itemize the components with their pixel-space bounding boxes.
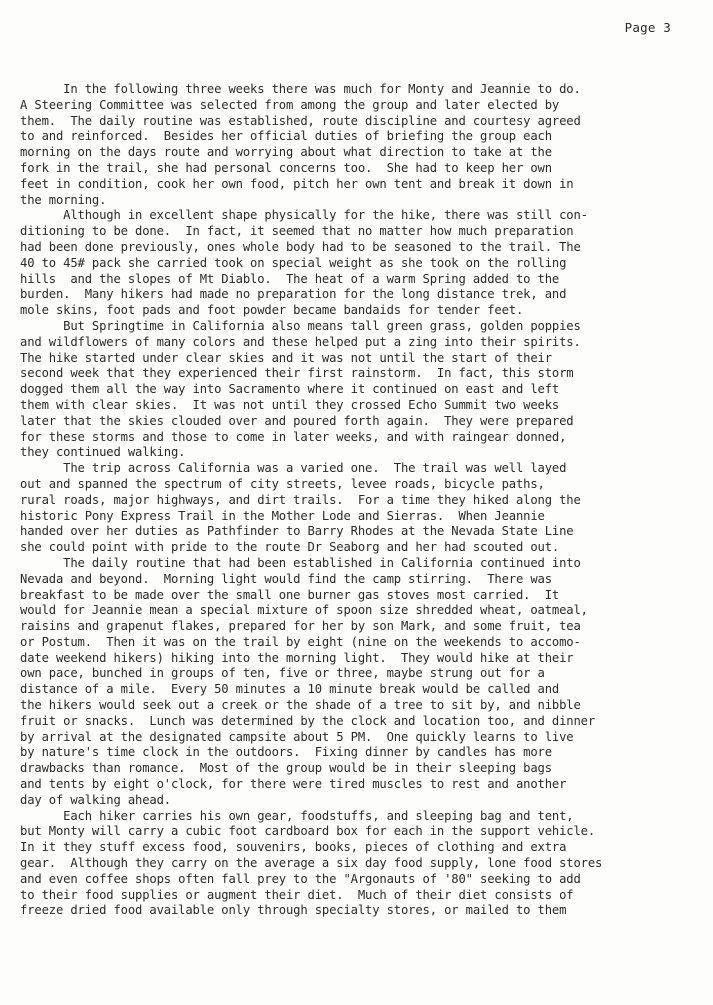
text-line: But Springtime in California also means tall green grass, golden poppies [20,318,581,333]
text-line: by arrival at the designated campsite about 5 PM. One quickly learns to live [20,729,574,744]
text-line: later that the skies clouded over and poured forth again. They were prepared [20,413,574,428]
text-line: she could point with pride to the route Dr Seaborg and her had scouted out. [20,540,560,555]
text-line: drawbacks than romance. Most of the group would be in their sleeping bags [20,761,552,776]
text-line: and wildflowers of many colors and these helped put a zing into their spirits. [20,334,581,349]
text-line: the morning. [20,192,107,207]
text-line: they continued walking. [20,445,186,460]
text-line: but Monty will carry a cubic foot cardboard box for each in the support vehicle. [20,824,595,839]
text-line: feet in condition, cook her own food, pitch her own tent and break it down in [20,176,574,191]
text-line: morning on the days route and worrying about what direction to take at the [20,145,552,160]
text-line: them. The daily routine was established, route discipline and courtesy agreed [20,113,581,128]
text-line: Nevada and beyond. Morning light would find the camp stirring. There was [20,571,552,586]
text-line: In it they stuff excess food, souvenirs, books, pieces of clothing and extra [20,840,567,855]
text-line: ditioning to be done. In fact, it seemed that no matter how much preparation [20,224,574,239]
text-line: date weekend hikers) hiking into the morning light. They would hike at their [20,650,574,665]
text-line: had been done previously, ones whole body had to be seasoned to the trail. The [20,239,581,254]
text-line: would for Jeannie mean a special mixture of spoon size shredded wheat, oatmeal, [20,603,588,618]
text-line: historic Pony Express Trail in the Mother Lode and Sierras. When Jeannie [20,508,545,523]
text-line: day of walking ahead. [20,792,171,807]
text-line: fork in the trail, she had personal concerns too. She had to keep her own [20,160,552,175]
text-line: distance of a mile. Every 50 minutes a 10 minute break would be called and [20,682,560,697]
text-line: own pace, bunched in groups of ten, five or three, maybe strung out for a [20,666,545,681]
text-line: handed over her duties as Pathfinder to Barry Rhodes at the Nevada State Line [20,524,574,539]
text-line: The hike started under clear skies and it was not until the start of their [20,350,552,365]
text-line: raisins and grapenut flakes, prepared for her by son Mark, and some fruit, tea [20,619,581,634]
text-line: the hikers would seek out a creek or the shade of a tree to sit by, and nibble [20,698,581,713]
text-line: rural roads, major highways, and dirt trails. For a time they hiked along the [20,492,581,507]
text-line: for these storms and those to come in later weeks, and with raingear donned, [20,429,567,444]
text-line: by nature's time clock in the outdoors. Fixing dinner by candles has more [20,745,552,760]
text-line: second week that they experienced their first rainstorm. In fact, this storm [20,366,574,381]
text-line: to and reinforced. Besides her official duties of briefing the group each [20,129,552,144]
text-line: The trip across California was a varied one. The trail was well layed [20,461,567,476]
text-line: 40 to 45# pack she carried took on special weight as she took on the rolling [20,255,567,270]
page-number: Page 3 [624,20,671,35]
text-line: freeze dried food available only through specialty stores, or mailed to them [20,903,567,918]
text-line: out and spanned the spectrum of city streets, levee roads, bicycle paths, [20,476,545,491]
text-line: A Steering Committee was selected from among the group and later elected by [20,97,560,112]
text-line: burden. Many hikers had made no preparation for the long distance trek, and [20,287,567,302]
text-line: In the following three weeks there was much for Monty and Jeannie to do. [20,82,581,96]
text-line: and even coffee shops often fall prey to the "Argonauts of '80" seeking to add [20,871,581,886]
text-line: breakfast to be made over the small one burner gas stoves most carried. It [20,587,560,602]
text-line: or Postum. Then it was on the trail by eight (nine on the weekends to accomo- [20,634,581,649]
body-text [20,82,680,919]
text-line: Although in excellent shape physically for the hike, there was still con- [20,208,588,223]
text-line: hills and the slopes of Mt Diablo. The heat of a warm Spring added to the [20,271,560,286]
text-line: The daily routine that had been established in California continued into [20,555,581,570]
text-line: mole skins, foot pads and foot powder became bandaids for tender feet. [20,303,524,318]
text-line: gear. Although they carry on the average a six day food supply, lone food stores [20,856,603,871]
text-line: dogged them all the way into Sacramento where it continued on east and left [20,382,560,397]
text-line: and tents by eight o'clock, for there were tired muscles to rest and another [20,777,567,792]
text-line: Each hiker carries his own gear, foodstuffs, and sleeping bag and tent, [20,808,574,823]
text-line: fruit or snacks. Lunch was determined by the clock and location too, and dinner [20,713,595,728]
text-line: them with clear skies. It was not until they crossed Echo Summit two weeks [20,397,560,412]
text-line: to their food supplies or augment their diet. Much of their diet consists of [20,887,574,902]
